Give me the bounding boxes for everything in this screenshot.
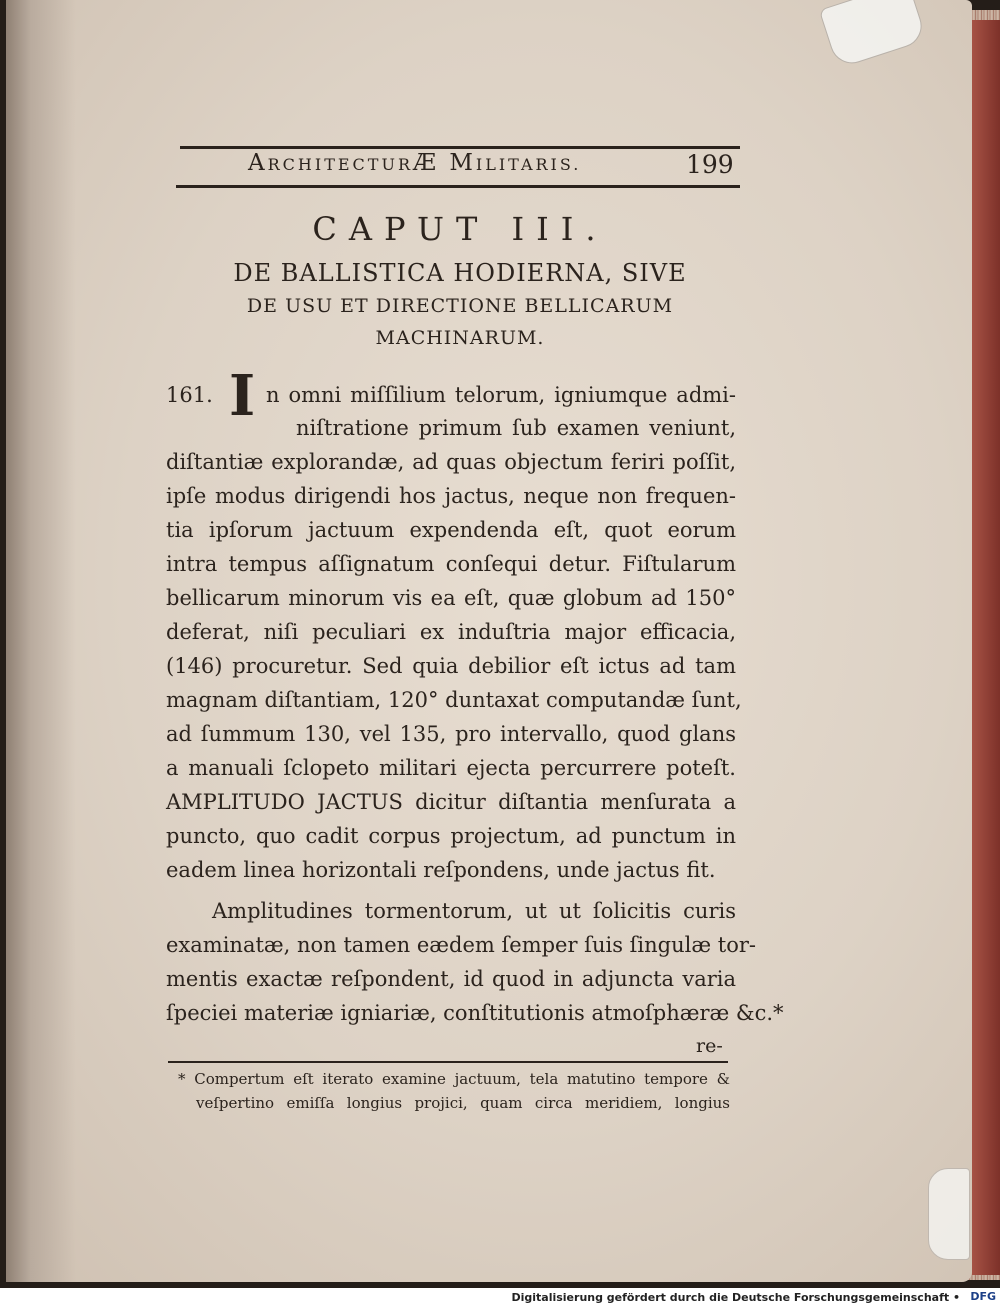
body-line: AMPLITUDO JACTUS dicitur diſtantia menſurata a [166, 790, 736, 814]
body-line: eadem linea horizontali reſpondens, unde jactus fit. [166, 858, 716, 882]
section-number: 161. [166, 383, 213, 407]
body-line: ſpeciei materiæ igniariæ, conſtitutionis atmoſphæræ &c.* [166, 1001, 784, 1025]
running-title: ARCHITECTURÆ MILITARIS. [248, 150, 582, 176]
body-line: bellicarum minorum vis ea eſt, quæ globum ad 150° [166, 586, 736, 610]
header-rule-top [180, 146, 740, 149]
body-line: a manuali ſclopeto militari ejecta percurrere poteſt. [166, 756, 736, 780]
catchword: re- [696, 1035, 723, 1057]
footnote-line: * Compertum eſt iterato examine jactuum, tela matutino tempore & [178, 1070, 730, 1088]
body-line: Amplitudines tormentorum, ut ut ſolicitis curis [212, 899, 736, 923]
chapter-subtitle-line: DE USU ET DIRECTIONE BELLICARUM [246, 295, 674, 317]
body-line: intra tempus aſſignatum conſequi detur. Fiſtularum [166, 552, 736, 576]
dfg-logo: DFG [970, 1290, 996, 1303]
page-gutter [6, 0, 76, 1282]
page-number: 199 [686, 150, 734, 179]
header-rule-bottom [176, 185, 740, 188]
page-clip [928, 1168, 970, 1260]
body-line: niſtratione primum ſub examen veniunt, [296, 416, 736, 440]
chapter-heading: CAPUT III. [312, 210, 608, 248]
body-line: examinatæ, non tamen eædem ſemper ſuis ſingulæ tor- [166, 933, 756, 957]
drop-cap: I [229, 363, 256, 429]
body-line: tia ipſorum jactuum expendenda eſt, quot eorum [166, 518, 736, 542]
funding-credit: Digitalisierung gefördert durch die Deutsche Forschungsgemeinschaft • [511, 1291, 960, 1304]
body-line: deferat, niſi peculiari ex induſtria major efficacia, [166, 620, 736, 644]
chapter-subtitle-line: DE BALLISTICA HODIERNA, SIVE [233, 259, 687, 287]
body-line: n omni miſſilium telorum, igniumque admi- [266, 383, 736, 407]
body-line: magnam diſtantiam, 120° duntaxat computandæ ſunt, [166, 688, 742, 712]
footnote-line: veſpertino emiſſa longius projici, quam circa meridiem, longius [196, 1094, 730, 1112]
body-line: (146) procuretur. Sed quia debilior eſt ictus ad tam [166, 654, 736, 678]
red-page-edge [972, 20, 1000, 1275]
chapter-subtitle-line: MACHINARUM. [375, 327, 545, 349]
body-line: diſtantiæ explorandæ, ad quas objectum feriri poſſit, [166, 450, 736, 474]
body-line: ad ſummum 130, vel 135, pro intervallo, quod glans [166, 722, 736, 746]
body-line: mentis exactæ reſpondent, id quod in adjuncta varia [166, 967, 736, 991]
body-line: ipſe modus dirigendi hos jactus, neque non frequen- [166, 484, 736, 508]
body-line: puncto, quo cadit corpus projectum, ad punctum in [166, 824, 736, 848]
footnote-rule [168, 1061, 728, 1063]
